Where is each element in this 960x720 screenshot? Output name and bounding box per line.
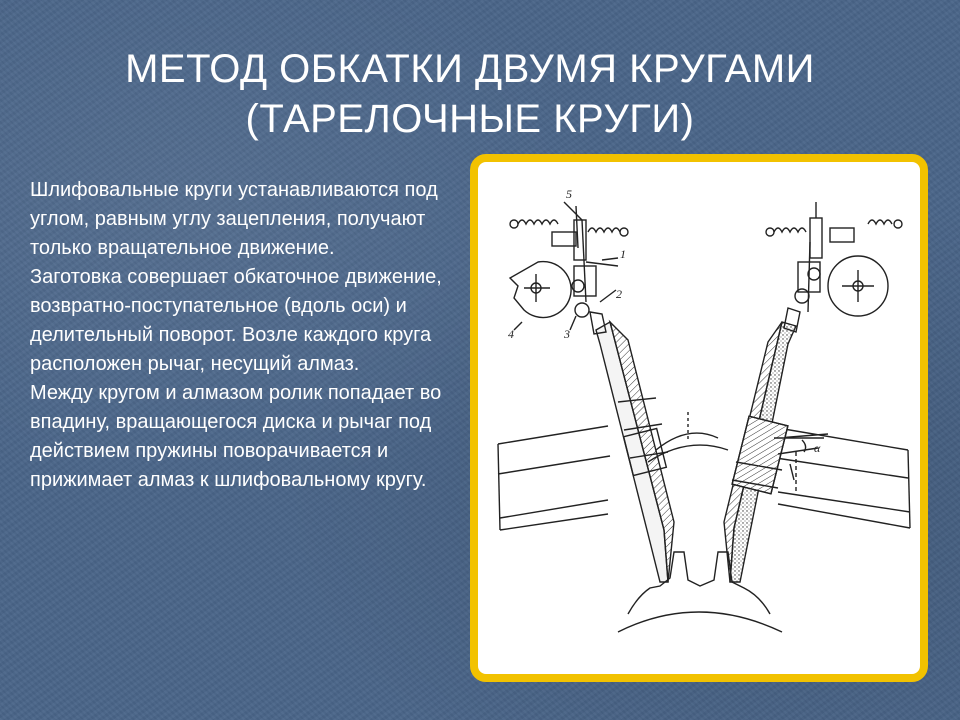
paragraph-workpiece: Заготовка совершает обкаточное движение, возвратно-поступательное (вдоль оси) и делительный поворот. Возле каждого круга расположен рычаг, несущий алмаз. bbox=[30, 266, 442, 375]
label-3: 3 bbox=[564, 327, 570, 341]
paragraph-wheels: Шлифовальные круги устанавливаются под углом, равным углу зацепления, получают только вращательное движение. bbox=[30, 179, 438, 259]
label-5: 5 bbox=[566, 187, 572, 201]
gear-teeth bbox=[618, 552, 782, 632]
label-alpha: α bbox=[814, 441, 821, 455]
right-dressing-mechanism bbox=[766, 202, 902, 332]
right-grinding-wheel bbox=[724, 322, 796, 582]
left-shaft bbox=[498, 426, 610, 530]
title-line-2: (ТАРЕЛОЧНЫЕ КРУГИ) bbox=[245, 97, 695, 141]
paragraph-diamond: Между кругом и алмазом ролик попадает во впадину, вращающегося диска и рычаг под действием пружины поворачивается и прижимает алмаз к шлифовальному кругу. bbox=[30, 382, 442, 491]
figure-frame bbox=[470, 154, 928, 682]
left-dressing-mechanism bbox=[508, 187, 628, 341]
right-shaft bbox=[776, 428, 910, 528]
title-line-1: МЕТОД ОБКАТКИ ДВУМЯ КРУГАМИ bbox=[125, 47, 815, 91]
description-text bbox=[30, 176, 460, 495]
grinding-scheme-drawing bbox=[478, 162, 920, 674]
label-4: 4 bbox=[508, 327, 514, 341]
left-grinding-wheel bbox=[596, 322, 674, 582]
workpiece-hub bbox=[648, 412, 728, 462]
label-2: 2 bbox=[616, 287, 622, 301]
label-1: 1 bbox=[620, 247, 626, 261]
slide-title bbox=[60, 44, 880, 144]
